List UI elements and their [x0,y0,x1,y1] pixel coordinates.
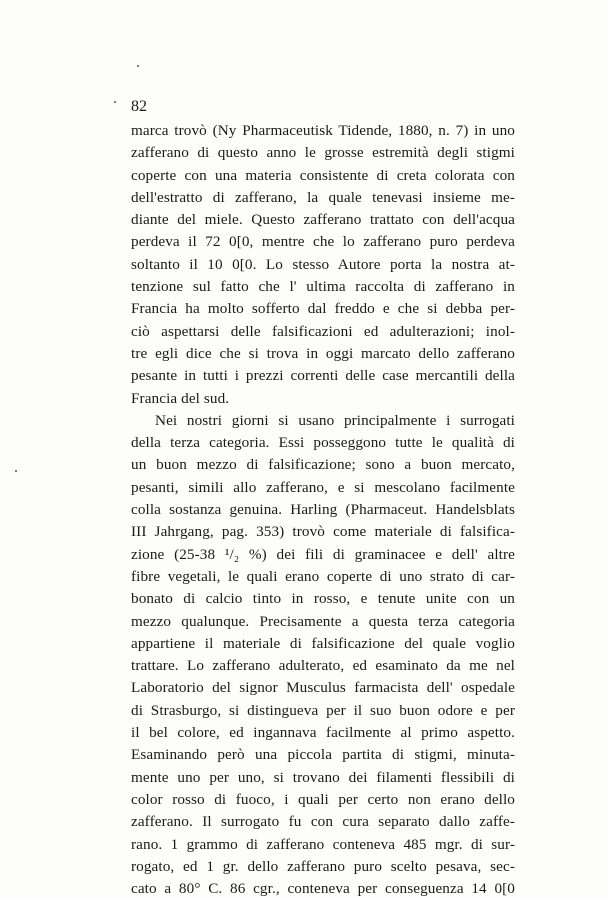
text-line: di Strasburgo, si distingueva per il suo buon odore e per [131,701,515,719]
text-line: della terza categoria. Essi posseggono tutte le qualità di [131,434,515,452]
text-line: appartiene il materiale di falsificazione del quale voglio [131,634,515,652]
text-line: il bel colore, ed ingannava facilmente al primo aspetto. [131,724,515,742]
text-line: Nei nostri giorni si usano principalmente i surrogati [155,411,515,429]
text-line: zione (25-38 ¹/₂ %) dei fili di graminacee e dell' altre [131,545,515,563]
text-line: coperte con una materia consistente di creta colorata con [131,166,515,184]
text-line: Laboratorio del signor Musculus farmacista dell' ospedale [131,679,515,697]
paper-speck [15,470,17,472]
text-line: dell'estratto di zafferano, la quale tenevasi insieme me- [131,188,515,206]
text-line: pesante in tutti i prezzi correnti delle case mercantili della [131,367,515,385]
text-line: mente uno per uno, si trovano dei filamenti flessibili di [131,768,515,786]
text-line: ciò aspettarsi delle falsificazioni ed adulterazioni; inol- [131,322,515,340]
text-line: color rosso di fuoco, i quali per certo non erano dello [131,790,515,808]
text-line: III Jahrgang, pag. 353) trovò come materiale di falsifica- [131,523,515,541]
text-line: mezzo qualunque. Precisamente a questa terza categoria [131,612,515,630]
text-line: perdeva il 72 0[0, mentre che lo zafferano puro perdeva [131,233,515,251]
body-text [131,120,515,900]
text-line: diante del miele. Questo zafferano trattato con dell'acqua [131,211,515,229]
text-line: zafferano di questo anno le grosse estremità degli stigmi [131,144,515,162]
text-line: bonato di calcio tinto in rosso, e tenute unite con un [131,590,515,608]
text-line: colla sostanza genuina. Harling (Pharmaceut. Handelsblats [131,501,515,519]
text-line: un buon mezzo di falsificazione; sono a buon mercato, [131,456,515,474]
text-line: cato a 80° C. 86 cgr., conteneva per conseguenza 14 0[0 [131,880,515,898]
text-line: fibre vegetali, le quali erano coperte di uno strato di car- [131,567,515,585]
text-line: rano. 1 grammo di zafferano conteneva 485 mgr. di sur- [131,835,515,853]
paper-speck [114,101,116,103]
paper-speck [137,65,139,67]
text-line: pesanti, simili allo zafferano, e si mescolano facilmente [131,478,515,496]
text-line: Francia ha molto sofferto dal freddo e che si debba per- [131,300,515,318]
text-line: Esaminando però una piccola partita di stigmi, minuta- [131,746,515,764]
page-number: 82 [131,98,147,115]
text-line: tre egli dice che si trova in oggi marcato dello zafferano [131,344,515,362]
text-line: rogato, ed 1 gr. dello zafferano puro scelto pesava, sec- [131,857,515,875]
text-line: zafferano. Il surrogato fu con cura separato dallo zaffe- [131,813,515,831]
text-line: Francia del sud. [131,389,230,407]
text-line: marca trovò (Ny Pharmaceutisk Tidende, 1880, n. 7) in uno [131,122,515,139]
text-line: tenzione sul fatto che l' ultima raccolta di zafferano in [131,278,515,296]
text-line: soltanto il 10 0[0. Lo stesso Autore porta la nostra at- [131,255,515,273]
text-line: trattare. Lo zafferano adulterato, ed esaminato da me nel [131,657,515,675]
